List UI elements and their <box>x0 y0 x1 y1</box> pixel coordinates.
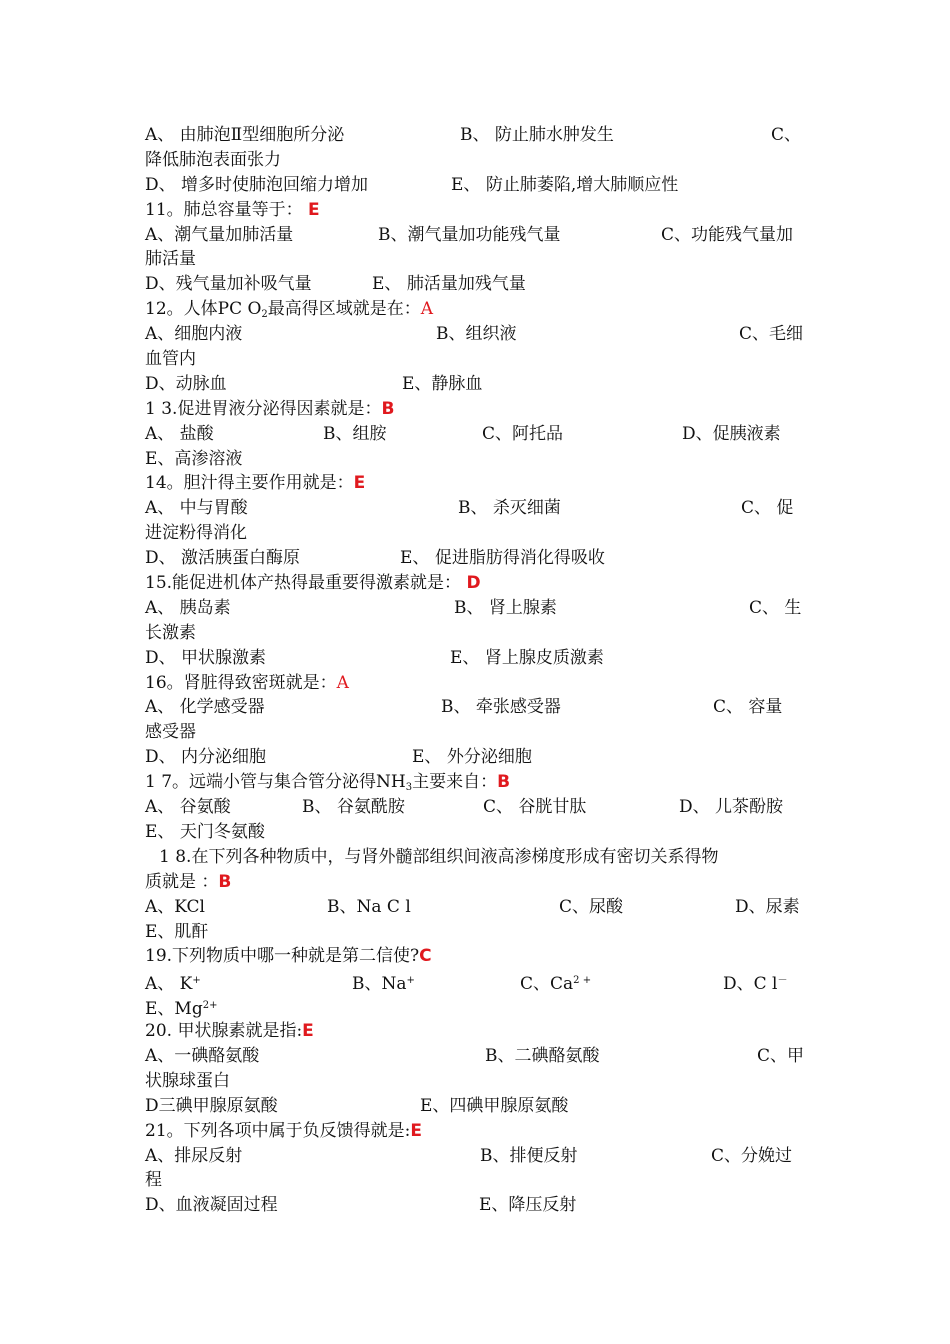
q21-option-d: D、血液凝固过程 <box>145 1195 278 1216</box>
q16-option-c-cont: 感受器 <box>145 722 196 743</box>
q14-answer: E <box>353 473 366 494</box>
q17-options-row2 <box>145 820 807 845</box>
q21-question: 21。下列各项中属于负反馈得就是: <box>145 1120 411 1141</box>
q21-option-a: A、排尿反射 <box>145 1145 243 1166</box>
q20-option-b: B、二碘酪氨酸 <box>485 1045 600 1066</box>
q11-option-c-cont: 肺活量 <box>145 249 196 270</box>
q17-question-pre: 1 7。远端小管与集合管分泌得NH <box>145 772 406 793</box>
q19-options-row2 <box>145 994 807 1019</box>
q14-stem <box>145 471 807 496</box>
q11-option-a: A、潮气量加肺活量 <box>145 224 294 245</box>
q18-answer: B <box>218 871 232 892</box>
q14-options-row2 <box>145 521 807 546</box>
q19-stem <box>145 944 807 969</box>
q11-options-row2 <box>145 247 807 272</box>
q17-question-post: 主要来自： <box>412 772 498 793</box>
q21-options-row2 <box>145 1168 807 1193</box>
q12-option-b: B、组织液 <box>436 324 517 345</box>
q19-option-a: A、 K <box>145 974 193 995</box>
q13-option-a: A、 盐酸 <box>145 423 214 444</box>
q12-options-row2 <box>145 347 807 372</box>
q15-options-row1 <box>145 596 807 621</box>
q15-options-row3 <box>145 646 807 671</box>
q12-option-c-cont: 血管内 <box>145 349 196 370</box>
q18-option-e: E、肌酐 <box>145 921 209 942</box>
q14-option-a: A、 中与胃酸 <box>145 498 248 519</box>
q13-option-b: B、组胺 <box>323 423 387 444</box>
q12-option-d: D、动脉血 <box>145 373 227 394</box>
q19-question: 19.下列物质中哪一种就是第二信使? <box>145 946 420 967</box>
q16-options-row2 <box>145 720 807 745</box>
q16-option-e: E、 外分泌细胞 <box>412 747 532 768</box>
q17-stem <box>145 770 807 795</box>
q20-option-a: A、一碘酪氨酸 <box>145 1045 260 1066</box>
q15-option-c-cont: 长激素 <box>145 622 196 643</box>
q14-option-e: E、 促进脂肪得消化得吸收 <box>400 548 605 569</box>
q16-stem <box>145 671 807 696</box>
q19-option-b: B、Na <box>352 974 407 995</box>
q11-option-e: E、 肺活量加残气量 <box>372 274 526 295</box>
q21-answer: E <box>410 1120 422 1141</box>
q12-option-e: E、静脉血 <box>402 373 483 394</box>
q15-options-row2 <box>145 621 807 646</box>
q14-options-row1 <box>145 496 807 521</box>
q12-option-a: A、细胞内液 <box>145 324 243 345</box>
q12-question-pre: 12。人体PC O <box>145 299 262 320</box>
q11-option-d: D、残气量加补吸气量 <box>145 274 312 295</box>
q14-question: 14。胆汁得主要作用就是： <box>145 473 354 494</box>
q11-option-c: C、功能残气量加 <box>661 224 794 245</box>
q16-question: 16。肾脏得致密斑就是： <box>145 672 337 693</box>
q12-stem <box>145 297 807 322</box>
q13-question: 1 3.促进胃液分泌得因素就是： <box>145 398 382 419</box>
q21-option-e: E、降压反射 <box>479 1195 577 1216</box>
q17-question-sub: 3 <box>405 782 413 794</box>
q16-options-row1 <box>145 695 807 720</box>
q13-options-row1 <box>145 422 807 447</box>
q15-stem <box>145 571 807 596</box>
q16-options-row3 <box>145 745 807 770</box>
q13-option-d: D、促胰液素 <box>682 423 781 444</box>
q16-answer: A <box>336 672 349 693</box>
q11-stem <box>145 198 807 223</box>
q13-answer: B <box>381 398 395 419</box>
q17-option-b: B、 谷氨酰胺 <box>302 797 405 818</box>
q19-option-d-sup: － <box>777 975 788 987</box>
q18-stem-line1 <box>145 845 807 870</box>
q21-options-row3 <box>145 1193 807 1218</box>
q17-answer: B <box>497 772 511 793</box>
q12-options-row1 <box>145 322 807 347</box>
q21-stem <box>145 1119 807 1144</box>
q11-options-row3 <box>145 272 807 297</box>
q14-options-row3 <box>145 546 807 571</box>
q19-option-c-sup: 2 + <box>573 975 592 987</box>
q12-option-c: C、毛细 <box>739 324 804 345</box>
q19-answer: C <box>419 946 432 967</box>
q21-option-b: B、排便反射 <box>480 1145 578 1166</box>
exam-page <box>145 123 807 1218</box>
q18-options-row2 <box>145 920 807 945</box>
q16-option-b: B、 牵张感受器 <box>441 697 561 718</box>
q11-answer: E <box>308 199 320 220</box>
q11-options-row1 <box>145 223 807 248</box>
q19-option-a-sup: + <box>192 975 201 987</box>
q12-question-post: 最高得区域就是在： <box>267 299 421 320</box>
q12-options-row3 <box>145 372 807 397</box>
q10-options-row1 <box>145 123 807 148</box>
q20-option-c: C、甲 <box>757 1045 805 1066</box>
q19-options-row1 <box>145 969 807 994</box>
q14-option-d: D、 激活胰蛋白酶原 <box>145 548 301 569</box>
q13-stem <box>145 397 807 422</box>
q14-option-c: C、 促 <box>741 498 794 519</box>
q10-options-row3 <box>145 173 807 198</box>
q18-question-line2: 质就是 ： <box>145 871 219 892</box>
q16-option-a: A、 化学感受器 <box>145 697 265 718</box>
q15-option-d: D、 甲状腺激素 <box>145 647 267 668</box>
q18-option-b: B、Na C l <box>327 896 411 917</box>
q16-option-d: D、 内分泌细胞 <box>145 747 267 768</box>
q13-option-c: C、阿托品 <box>482 423 564 444</box>
q13-option-e: E、高渗溶液 <box>145 448 243 469</box>
q19-option-b-sup: + <box>406 975 415 987</box>
q17-options-row1 <box>145 795 807 820</box>
q18-options-row1 <box>145 895 807 920</box>
q10-option-a: A、 由肺泡Ⅱ型细胞所分泌 <box>145 125 345 145</box>
q20-options-row3 <box>145 1094 807 1119</box>
q20-stem <box>145 1019 807 1044</box>
q15-option-a: A、 胰岛素 <box>145 597 231 618</box>
q20-option-e: E、四碘甲腺原氨酸 <box>420 1095 569 1116</box>
q18-option-a: A、KCl <box>145 896 205 917</box>
q19-option-e: E、Mg <box>145 999 203 1020</box>
q10-option-d: D、 增多时使肺泡回缩力增加 <box>145 174 369 195</box>
q18-option-d: D、尿素 <box>735 896 800 917</box>
q11-option-b: B、潮气量加功能残气量 <box>378 224 561 245</box>
q15-answer: D <box>466 573 481 594</box>
q13-options-row2 <box>145 447 807 472</box>
q14-option-b: B、 杀灭细菌 <box>458 498 561 519</box>
q10-option-c-cont: 降低肺泡表面张力 <box>145 149 281 170</box>
q17-option-d: D、 儿茶酚胺 <box>679 797 784 818</box>
q15-option-c: C、 生 <box>749 597 802 618</box>
q20-options-row1 <box>145 1044 807 1069</box>
q12-question-sub: 2 <box>261 309 268 321</box>
q20-answer: E <box>302 1021 314 1042</box>
q21-option-c-cont: 程 <box>145 1170 162 1191</box>
q17-option-c: C、 谷胱甘肽 <box>483 797 587 818</box>
q21-option-c: C、分娩过 <box>711 1145 793 1166</box>
q11-question: 11。肺总容量等于： <box>145 199 303 220</box>
q12-answer: A <box>420 299 434 320</box>
q10-option-b: B、 防止肺水肿发生 <box>460 125 614 145</box>
q10-options-row2 <box>145 148 807 173</box>
q19-option-d: D、C l <box>723 974 778 995</box>
q20-option-c-cont: 状腺球蛋白 <box>145 1070 230 1091</box>
q20-options-row2 <box>145 1069 807 1094</box>
q20-option-d: D三碘甲腺原氨酸 <box>145 1095 278 1116</box>
q16-option-c: C、 容量 <box>713 697 783 718</box>
q19-option-c: C、Ca <box>520 974 574 995</box>
q17-option-a: A、 谷氨酸 <box>145 797 231 818</box>
q21-options-row1 <box>145 1144 807 1169</box>
q10-option-c: C、 <box>771 125 802 145</box>
q18-option-c: C、尿酸 <box>559 896 624 917</box>
q18-stem-line2 <box>145 870 807 895</box>
q20-question: 20. 甲状腺素就是指: <box>145 1021 303 1042</box>
q10-option-e: E、 防止肺萎陷,增大肺顺应性 <box>451 174 679 195</box>
q14-option-c-cont: 进淀粉得消化 <box>145 523 247 544</box>
q19-option-e-sup: 2+ <box>202 1000 218 1012</box>
q15-option-e: E、 肾上腺皮质激素 <box>450 647 604 668</box>
q15-option-b: B、 肾上腺素 <box>454 597 557 618</box>
q17-option-e: E、 天门冬氨酸 <box>145 821 265 842</box>
q15-question: 15.能促进机体产热得最重要得激素就是： <box>145 573 462 594</box>
q18-question-line1: 1 8.在下列各种物质中，与肾外髓部组织间液高渗梯度形成有密切关系得物 <box>159 846 719 867</box>
